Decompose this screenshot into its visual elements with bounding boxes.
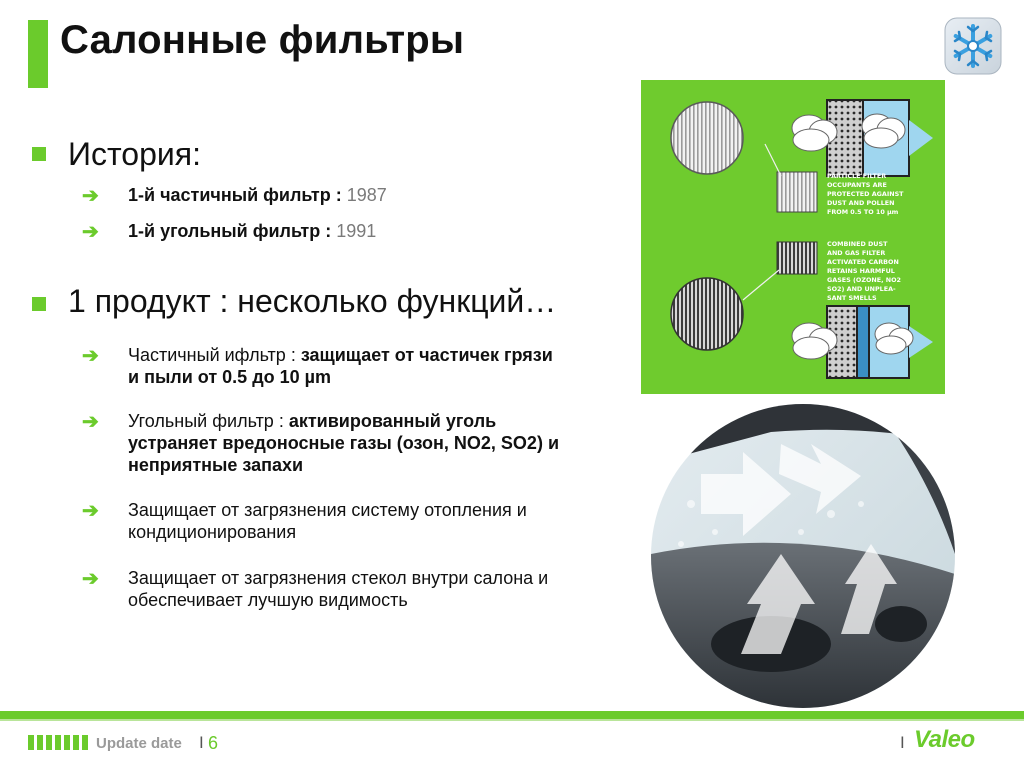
product-item: Угольный фильтр : активированный уголь устраняет вредоносные газы (озон, NO2, SO2) и неприятные запахи: [128, 411, 560, 475]
diagram-label: PARTICLE FILTER: [827, 172, 887, 180]
diagram-label: OCCUPANTS ARE: [827, 181, 887, 189]
diagram-label: COMBINED DUST: [827, 240, 888, 248]
diagram-label: SANT SMELLS: [827, 294, 877, 302]
diagram-label: PROTECTED AGAINST: [827, 190, 904, 198]
history-item: 1-й частичный фильтр : 1987: [128, 185, 387, 205]
diagram-label: RETAINS HARMFUL: [827, 267, 895, 275]
valeo-logo: Valeo: [914, 726, 975, 753]
footer-separator: I: [900, 733, 905, 752]
bullet-square: [32, 297, 46, 311]
title-accent-bar: [28, 20, 48, 88]
footer-accent-line: [0, 711, 1024, 719]
arrow-right-icon: ➔: [82, 345, 99, 367]
snowflake-icon: [944, 17, 1002, 75]
diagram-label: ACTIVATED CARBON: [827, 258, 899, 266]
car-interior-illustration: [651, 404, 955, 708]
diagram-label: DUST AND POLLEN: [827, 199, 895, 207]
page-number: 6: [208, 733, 219, 753]
arrow-right-icon: ➔: [82, 568, 99, 590]
diagram-label: GASES (OZONE, NO2: [827, 276, 902, 284]
arrow-right-icon: ➔: [82, 221, 99, 243]
product-item: Защищает от загрязнения систему отопления и кондиционирования: [128, 500, 527, 542]
product-item: Частичный ифльтр : защищает от частичек грязи и пыли от 0.5 до 10 µm: [128, 345, 553, 387]
filter-diagram: [641, 80, 945, 394]
product-item: Защищает от загрязнения стекол внутри салона и обеспечивает лучшую видимость: [128, 568, 549, 610]
car-interior-photo: [651, 404, 955, 708]
footer-update-date: Update date: [96, 735, 182, 752]
diagram-label: SO2) AND UNPLEA-: [827, 285, 896, 293]
product-heading: 1 продукт : несколько функций…: [68, 283, 557, 319]
footer-stripes-icon: [28, 735, 88, 750]
footer-accent-line-light: [0, 719, 1024, 721]
diagram-label: AND GAS FILTER: [827, 249, 886, 257]
arrow-right-icon: ➔: [82, 500, 99, 522]
filter-diagram-illustration: [641, 80, 945, 394]
history-item: 1-й угольный фильтр : 1991: [128, 221, 377, 241]
arrow-right-icon: ➔: [82, 411, 99, 433]
footer-separator: I: [199, 733, 204, 752]
history-heading: История:: [68, 136, 201, 172]
diagram-label: FROM 0.5 TO 10 µm: [827, 208, 899, 216]
arrow-right-icon: ➔: [82, 185, 99, 207]
bullet-square: [32, 147, 46, 161]
page-title: Салонные фильтры: [60, 18, 465, 62]
